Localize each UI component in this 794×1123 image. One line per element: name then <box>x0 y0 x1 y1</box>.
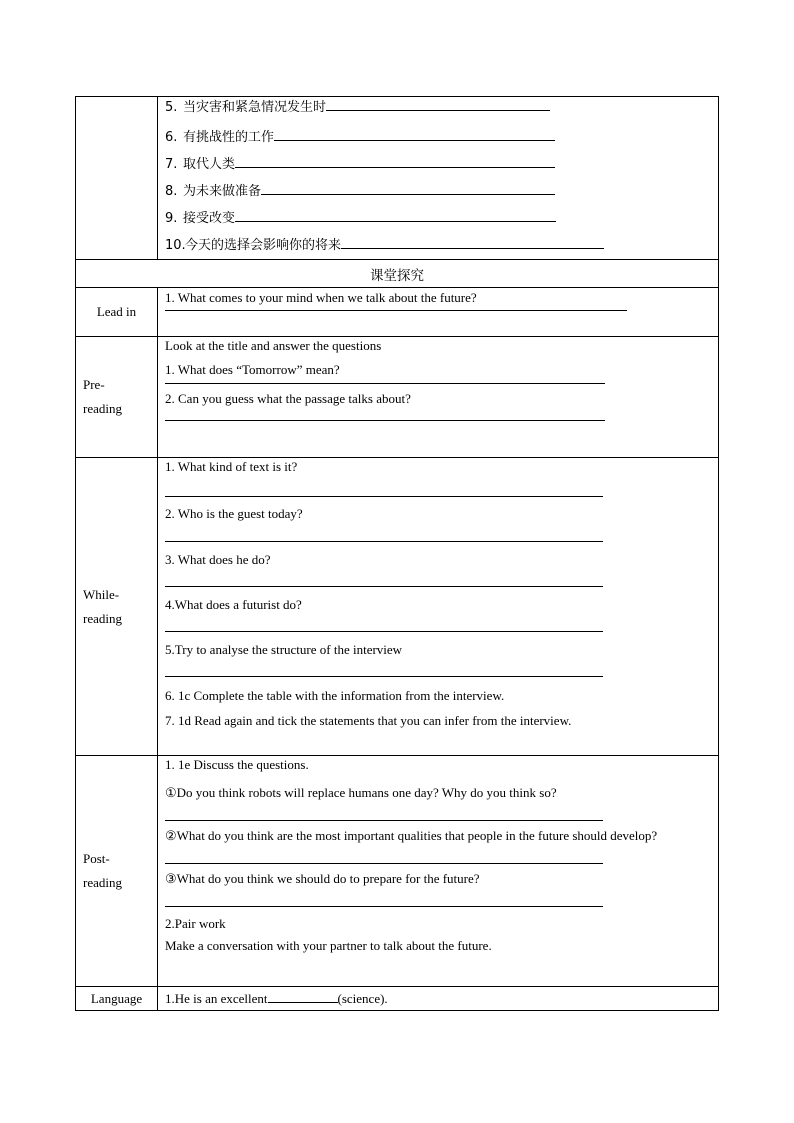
language-label: Language <box>76 987 158 1011</box>
vocab-item: 6. 有挑战性的工作 <box>165 124 718 151</box>
lead-in-row <box>76 288 719 337</box>
post-reading-row <box>76 756 719 987</box>
answer-blank[interactable] <box>235 209 556 222</box>
answer-line[interactable] <box>165 310 627 311</box>
question: 1. What does “Tomorrow” mean? <box>165 362 340 377</box>
question: 2. Can you guess what the passage talks about? <box>165 391 411 406</box>
section-title: 课堂探究 <box>76 260 719 288</box>
label-line: reading <box>83 875 122 890</box>
answer-blank[interactable] <box>274 128 555 141</box>
while-reading-row <box>76 458 719 756</box>
question: ①Do you think robots will replace humans one day? Why do you think so? <box>165 785 557 800</box>
answer-blank[interactable] <box>341 236 604 249</box>
pre-reading-label <box>76 337 158 458</box>
while-reading-label <box>76 458 158 756</box>
vocab-list <box>158 97 719 260</box>
question: 1. 1e Discuss the questions. <box>165 757 309 772</box>
instruction: Look at the title and answer the questions <box>165 338 382 353</box>
question: ③What do you think we should do to prepare for the future? <box>165 871 480 886</box>
label-line: reading <box>83 401 122 416</box>
pre-reading-content <box>158 337 719 458</box>
answer-blank[interactable] <box>326 98 550 111</box>
vocab-item: 7. 取代人类 <box>165 151 718 178</box>
while-reading-content <box>158 458 719 756</box>
question: ②What do you think are the most important qualities that people in the future should develop? <box>165 828 658 843</box>
vocab-item: 9. 接受改变 <box>165 205 718 232</box>
vocab-label-cell <box>76 97 158 260</box>
lead-in-label: Lead in <box>76 288 158 337</box>
vocab-item: 8. 为未来做准备 <box>165 178 718 205</box>
answer-blank[interactable] <box>235 155 555 168</box>
question: 2. Who is the guest today? <box>165 506 303 521</box>
language-row <box>76 987 719 1011</box>
post-reading-label <box>76 756 158 987</box>
lead-in-content <box>158 288 719 337</box>
vocab-item: 10.今天的选择会影响你的将来 <box>165 232 718 259</box>
answer-line[interactable] <box>165 420 605 421</box>
label-line: Post- <box>83 851 110 866</box>
question: 6. 1c Complete the table with the information from the interview. <box>165 688 505 703</box>
label-line: reading <box>83 610 122 626</box>
pre-reading-row <box>76 337 719 458</box>
question: 1.He is an excellent <box>165 991 268 1006</box>
question-suffix: (science). <box>337 991 388 1006</box>
question: 3. What does he do? <box>165 552 271 567</box>
vocab-item: 5. 当灾害和紧急情况发生时 <box>165 97 718 124</box>
post-reading-content <box>158 756 719 987</box>
label-line: While- <box>83 586 120 602</box>
answer-blank[interactable] <box>268 990 338 1003</box>
question: 7. 1d Read again and tick the statements that you can infer from the interview. <box>165 713 572 728</box>
question: 4.What does a futurist do? <box>165 597 302 612</box>
language-content <box>158 987 719 1011</box>
worksheet <box>75 96 719 1011</box>
question: 1. What kind of text is it? <box>165 459 298 474</box>
instruction: Make a conversation with your partner to talk about the future. <box>165 938 492 953</box>
question: 2.Pair work <box>165 916 226 931</box>
label-line: Pre- <box>83 377 105 392</box>
question: 5.Try to analyse the structure of the interview <box>165 642 403 657</box>
vocab-row <box>76 97 719 260</box>
worksheet-table <box>75 96 719 1011</box>
answer-blank[interactable] <box>261 182 555 195</box>
section-title-row <box>76 260 719 288</box>
question: 1. What comes to your mind when we talk about the future? <box>165 290 477 305</box>
